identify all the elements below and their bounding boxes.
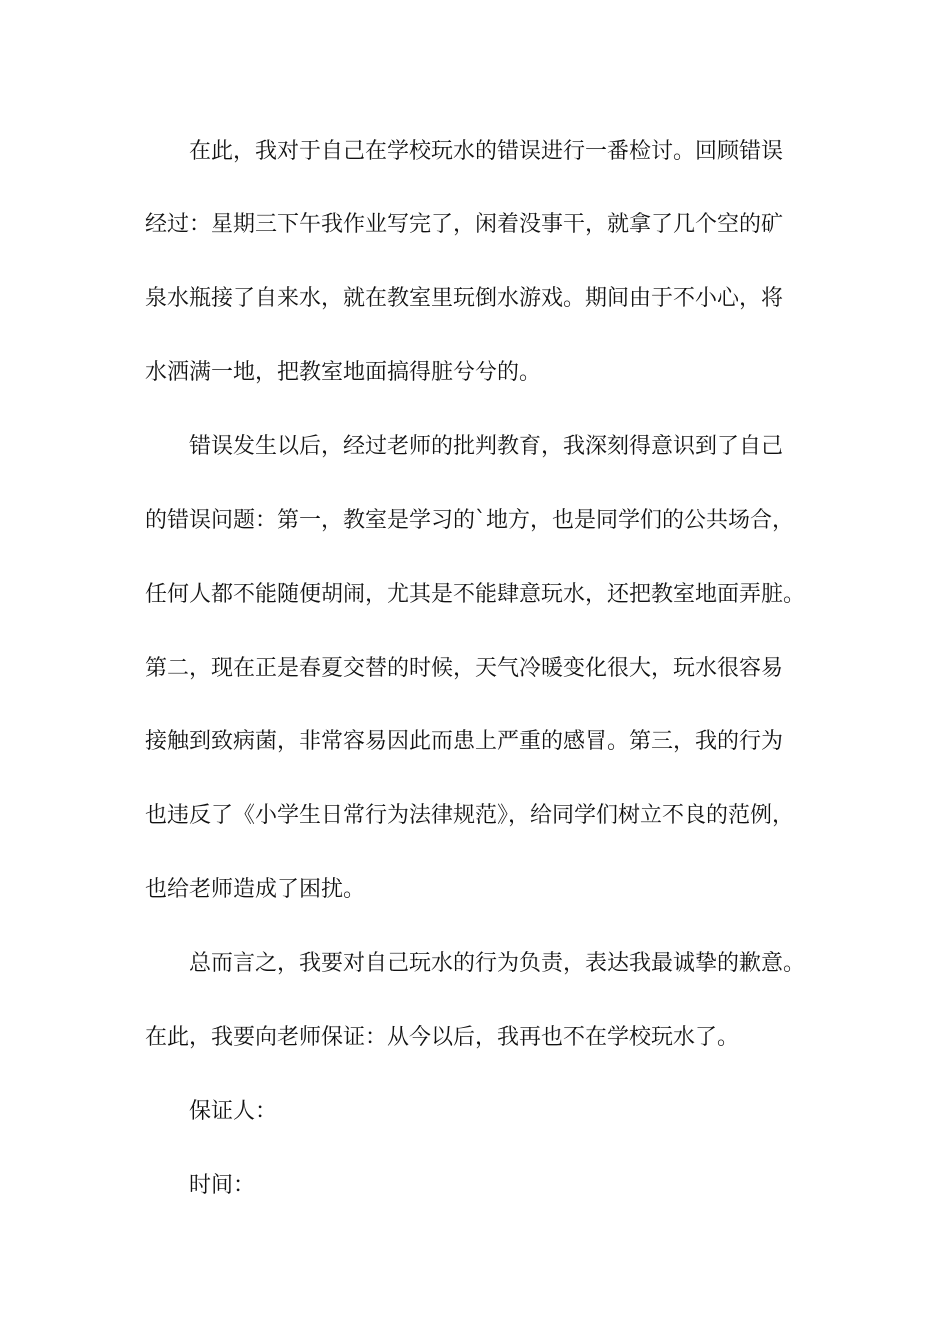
date-label: 时间： bbox=[189, 1173, 256, 1198]
paragraph-1-line-2: 经过：星期三下午我作业写完了，闲着没事干，就拿了几个空的矿 bbox=[145, 212, 784, 237]
paragraph-1-line-3: 泉水瓶接了自来水，就在教室里玩倒水游戏。期间由于不小心，将 bbox=[145, 286, 784, 311]
paragraph-1-line-1: 在此，我对于自己在学校玩水的错误进行一番检讨。回顾错误 bbox=[189, 139, 784, 164]
paragraph-2-line-2: 的错误问题：第一，教室是学习的`地方，也是同学们的公共场合， bbox=[145, 508, 795, 533]
paragraph-2-line-6: 也违反了《小学生日常行为法律规范》，给同学们树立不良的范例， bbox=[145, 803, 795, 828]
guarantor-label: 保证人： bbox=[189, 1099, 278, 1124]
paragraph-2-line-3: 任何人都不能随便胡闹，尤其是不能肆意玩水，还把教室地面弄脏。 bbox=[145, 582, 806, 607]
paragraph-1-line-4: 水洒满一地，把教室地面搞得脏兮兮的。 bbox=[145, 360, 542, 385]
paragraph-2-line-1: 错误发生以后，经过老师的批判教育，我深刻得意识到了自己 bbox=[189, 434, 784, 459]
paragraph-3-line-2: 在此，我要向老师保证：从今以后，我再也不在学校玩水了。 bbox=[145, 1025, 740, 1050]
paragraph-2-line-5: 接触到致病菌，非常容易因此而患上严重的感冒。第三，我的行为 bbox=[145, 729, 784, 754]
paragraph-3-line-1: 总而言之，我要对自己玩水的行为负责，表达我最诚挚的歉意。 bbox=[189, 951, 806, 976]
paragraph-2-line-4: 第二，现在正是春夏交替的时候，天气冷暖变化很大，玩水很容易 bbox=[145, 656, 784, 681]
paragraph-2-line-7: 也给老师造成了困扰。 bbox=[145, 877, 366, 902]
